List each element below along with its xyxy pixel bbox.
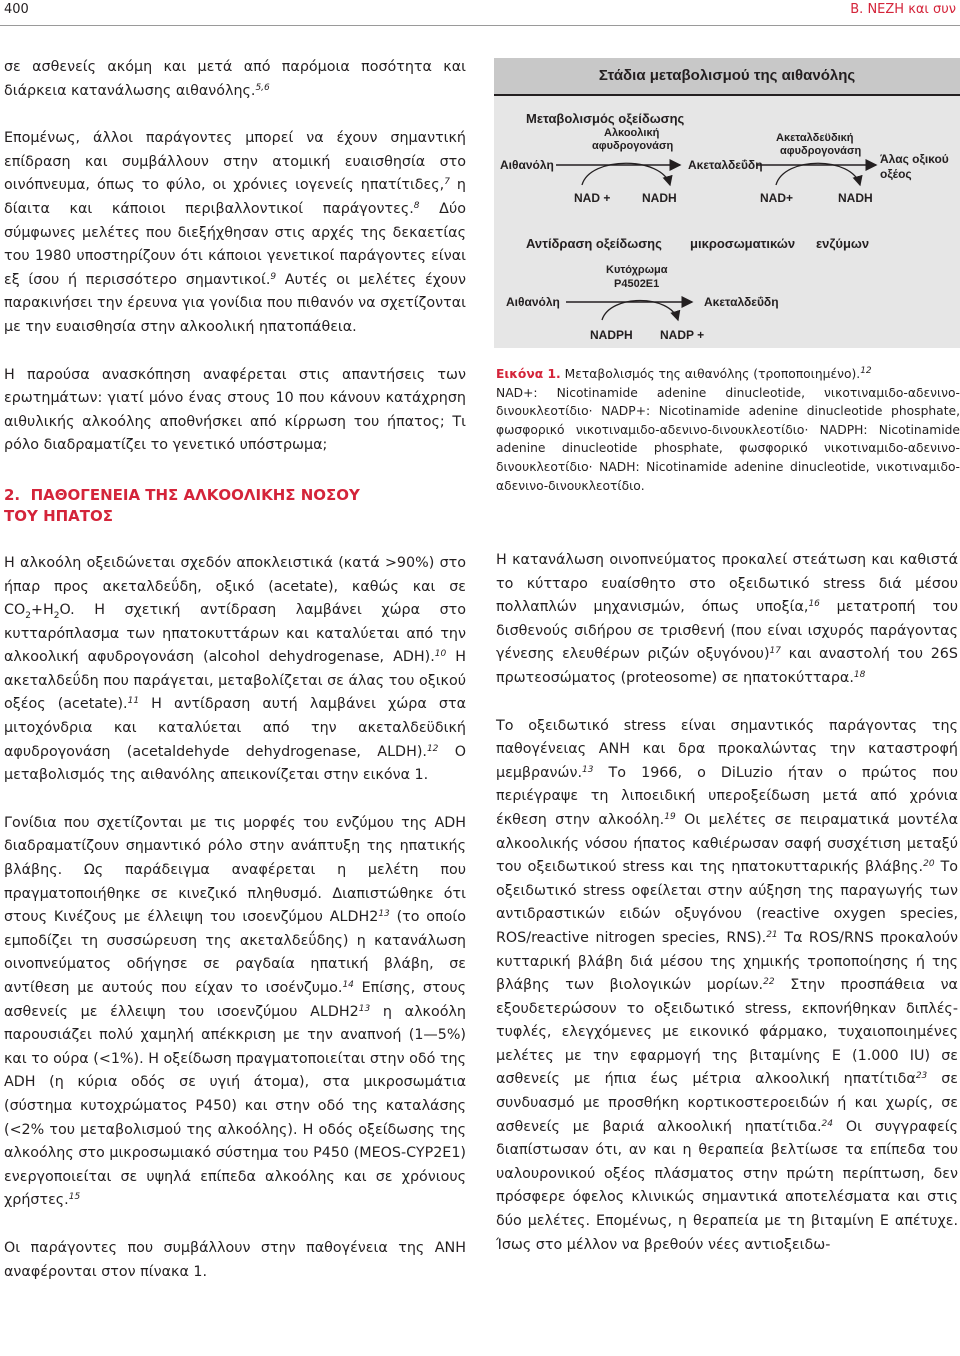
header-rule <box>0 25 960 26</box>
acetaldehyde-label: Ακεταλδεΰδη <box>688 158 763 172</box>
caption-body: NAD+: Nicotinamide adenine dinucleotide, νικοτιναμιδο-αδενινο-δινουκλεοτίδιο· NADP+: Nicotinamide adenine dinucleotide phosphate, φωσφορικό νικοτιναμιδο-αδενινο-δινουκλεοτίδιο· NADPH: Nicotinamide adenine dinucleotide phosphate, φωσφορικό νικοτιναμιδο-αδενινο-δινουκλεοτίδιο· NADH: Nicotinamide adenine dinucleotide, νικοτιναμιδο-αδενινο-δινουκλεοτίδιο. <box>496 385 960 493</box>
nadph-label: NADPH <box>590 328 633 342</box>
cyp-label-2: P4502E1 <box>614 278 660 290</box>
page-header <box>0 0 960 26</box>
adh-label-1: Αλκοολική <box>604 127 660 139</box>
microsomal-heading-3: ενζύμων <box>816 236 870 251</box>
aldh-label-1: Ακεταλδεϋδική <box>776 132 854 144</box>
acetate-label-1: Άλας οξικού <box>880 152 949 166</box>
aldh-label-2: αφυδρογονάση <box>780 145 862 157</box>
microsomal-ethanol-label: Αιθανόλη <box>506 295 560 309</box>
running-head: Β. ΝΕΖΗ και συν <box>850 2 956 17</box>
arrow-nad2-to-nadh2 <box>776 163 860 185</box>
caption-label: Εικόνα 1. <box>496 367 561 381</box>
arrow-nad-to-nadh <box>582 163 670 185</box>
adh-label-2: αφυδρογονάση <box>592 140 674 152</box>
nadh-label-1: NADH <box>642 191 677 205</box>
oxidative-heading: Μεταβολισμός οξείδωσης <box>526 111 685 126</box>
section-heading: 2. ΠΑΘΟΓΕΝΕΙΑ ΤΗΣ ΑΛΚΟΟΛΙΚΗΣ ΝΟΣΟΥ ΤΟΥ ΗΠΑΤΟΣ <box>4 485 360 525</box>
left-paragraph-2: Επομένως, άλλοι παράγοντες μπορεί να έχουν σημαντική επίδραση και συμβάλλουν στην ατομική ευαισθησία στο οινόπνευμα, όπως το φύλο, οι χρόνιες ιογενείς ηπατίτιδες,$^7$ η δίαιτα και κάποιοι περιβαλλοντικοί παράγοντες.$^8$ Δύο σύμφωνες μελέτες που διεξήχθησαν στις αρχές της δεκαετίας του 1980 υποστηρίζουν ότι κάποιοι γενετικοί παράγοντες είναι εξ ίσου ή περισσότερο σημαντικοί.$^9$ Αυτές οι μελέτες έχουν παρακινήσει την έρευνα για γονίδια που πιθανόν να σχετίζονται με την ευαισθησία στην αλκοολική ηπατοπάθεια. <box>4 130 466 335</box>
nadp-label: NADP + <box>660 328 705 342</box>
figure-title: Στάδια μεταβολισμού της αιθανόλης <box>598 67 856 84</box>
acetate-label-2: οξέος <box>880 167 912 181</box>
page-number: 400 <box>4 2 29 17</box>
caption-title: Μεταβολισμός της αιθανόλης (τροποποιημένο). <box>564 367 861 381</box>
left-column <box>4 56 466 1284</box>
figure-ethanol-metabolism <box>494 58 960 348</box>
right-paragraph-2: Το οξειδωτικό stress είναι σημαντικός παράγοντας της παθογένειας ΑΝΗ και δρα προκαλώντας την καταστροφή μεμβρανών.$^{13}$ Το 1966, ο DiLuzio ήταν ο πρώτος που περιέγραψε τη λιποειδική υπεροξείδωση μετά από χρόνια έκθεση στην αλκοόλη.$^{19}$ Οι μελέτες σε πειραματικά μοντέλα αλκοολικής νόσου ήπατος καθιέρωσαν σαφή συσχέτιση μεταξύ του οξειδωτικού stress και της ηπατοκυτταρικής βλάβης.$^{20}$ Το οξειδωτικό stress οφείλεται στην αύξηση της παραγωγής των αντιδραστικών ειδών οξυγόνου (reactive oxygen species, ROS/reactive nitrogen species, RNS).$^{21}$ Τα ROS/RNS προκαλούν κυτταρική βλάβη διά μέσου της χημικής τροποποίησης ή της βλάβης των βιολογικών μορίων.$^{22}$ Στην προσπάθεια να εξουδετερώσουν το οξειδωτικό stress, εκπονήθηκαν διπλές-τυφλές, ελεγχόμενες με εικονικό φάρμακο, τυχαιοποιημένες μελέτες με την εφαρμογή της βιταμίνης Ε (1.000 IU) σε ασθενείς με ήπια έως μέτρια αλκοολική ηπατίτιδα$^{23}$ σε συνδυασμό με προσθήκη κορτικοστεροειδών ή και χωρίς, σε ασθενείς με βαριά αλκοολική ηπατίτιδα.$^{24}$ Οι συγγραφείς διαπίστωσαν ότι, αν και η θεραπεία βελτίωσε τα επίπεδα του υαλουρονικού οξέος πλάσματος στην πρώτη περίπτωση, δεν πρόσφερε όφελος κλινικώς σημαντικά αποτελέσματα και στις δύο μελέτες. Επομένως, η θεραπεία με τη βιταμίνη Ε απέτυχε. Ίσως στο μέλλον να βρεθούν νέες αντιοξειδω- <box>496 717 958 1253</box>
left-paragraph-5: Γονίδια που σχετίζονται με τις μορφές του ενζύμου της ADH διαδραματίζουν σημαντικό ρόλο στην ανάπτυξη της ηπατικής βλάβης. Ως παράδειγμα αναφέρεται η μελέτη που πραγματοποιήθηκε σε κινεζικό πληθυσμό. Διαπιστώθηκε ότι στους Κινέζους με έλλειψη του ισοενζύμου $ALDH2^{13}$ (το οποίο εμποδίζει τη συσσώρευση της ακεταλδεΰδης) η κατανάλωση οινοπνεύματος οδήγησε σε ραγδαία ηπατική βλάβη, σε αντίθεση με αυτούς που είχαν το ισοένζυμο.$^{14}$ Επίσης, στους ασθενείς με έλλειψη του ισοενζύμου $ALDH2^{13}$ η αλκοόλη παρουσιάζει πολύ χαμηλή απέκκριση με την αναπνοή (1—5%) και το ούρα (<1%). Η οξείδωση πραγματοποιείται στην οδό της ADH (η κύρια οδός σε υγιή άτομα), στα μικροσωμάτια (σύστημα κυτοχρώματος P450) και στην οδό της καταλάσης (<2% του μεταβολισμού της αλκοόλης). Η οδός οξείδωσης της αλκοόλης στο μικροσωμιακό σύστημα του P450 (MEOS-CYP2E1) ενεργοποιείται σε υψηλά επίπεδα αλκοόλης και σε χρόνιους χρήστες.$^{15}$ <box>4 814 466 1209</box>
microsomal-acetaldehyde-label: Ακεταλδεΰδη <box>704 295 779 309</box>
left-paragraph-6: Οι παράγοντες που συμβάλλουν στην παθογένεια της ΑΝΗ αναφέρονται στον πίνακα 1. <box>4 1239 466 1280</box>
left-paragraph-4: Η αλκοόλη οξειδώνεται σχεδόν αποκλειστικά (κατά >90%) στο ήπαρ προς ακεταλδεΰδη, οξικό (acetate), καθώς και σε $CO_2+H_2O$. Η σχετική αντίδραση λαμβάνει χώρα στο κυτταρόπλασμα των ηπατοκυττάρων και καταλύεται από την αλκοολική αφυδρογονάση (alcohol dehydrogenase, ADH).$^{10}$ Η ακεταλδεΰδη που παράγεται, μεταβολίζεται σε άλας του οξικού οξέος (acetate).$^{11}$ Η αντίδραση αυτή λαμβάνει χώρα στα μιτοχόνδρια και καταλύεται από την ακεταλδεϋδική αφυδρογονάση (acetaldehyde dehydrogenase, ALDH).$^{12}$ Ο μεταβολισμός της αιθανόλης απεικονίζεται στην εικόνα 1. <box>4 554 467 784</box>
microsomal-heading-2: μικροσωματικών <box>690 236 796 251</box>
ethanol-label: Αιθανόλη <box>500 158 554 172</box>
nad-label-2: NAD+ <box>760 191 794 205</box>
microsomal-heading-1: Αντίδραση οξείδωσης <box>526 236 662 251</box>
left-paragraph-3: Η παρούσα ανασκόπηση αναφέρεται στις απαντήσεις των ερωτημάτων: γιατί μόνο ένας στους 10 που κάνουν κατάχρηση αιθυλικής αλκοόλης αποθνήσκει από κίρρωση του ήπατος; Τι ρόλο διαδραματίζει το γενετικό υπόστρωμα; <box>4 366 466 454</box>
arrow-nadph-to-nadp <box>602 301 678 321</box>
nadh-label-2: NADH <box>838 191 873 205</box>
figure-caption: Εικόνα 1. Μεταβολισμός της αιθανόλης (τροποποιημένο).$^{12}$ NAD+: Nicotinamide adenine dinucleotide, νικοτιναμιδο-αδενινο-δινουκλεοτίδιο· NADP+: Nicotinamide adenine dinucleotide phosphate, φωσφορικό νικοτιναμιδο-αδενινο-δινουκλεοτίδιο· NADPH: Nicotinamide adenine dinucleotide phosphate, φωσφορικό νικοτιναμιδο-αδενινο-δινουκλεοτίδιο· NADH: Nicotinamide adenine dinucleotide, νικοτιναμιδο-αδενινο-δινουκλεοτίδιο. <box>496 366 960 493</box>
right-paragraph-1: Η κατανάλωση οινοπνεύματος προκαλεί στεάτωση και καθιστά το κύτταρο ευαίσθητο στο οξειδωτικό stress διά μέσου πολλαπλών μηχανισμών, όπως υποξία,$^{16}$ μετατροπή του δισθενούς σιδήρου σε τρισθενή (που είναι ισχυρός παράγοντας γένεσης ελευθέρων ριζών οξυγόνου)$^{17}$ και αναστολή του 26S πρωτεοσώματος (proteosome) σε ηπατοκύτταρα.$^{18}$ <box>496 552 959 686</box>
nad-label-1: NAD + <box>574 191 611 205</box>
left-paragraph-1: σε ασθενείς ακόμη και μετά από παρόμοια ποσότητα και διάρκεια κατανάλωσης αιθανόλης.$^{5,6}$ <box>4 59 466 99</box>
cyp-label-1: Κυτόχρωμα <box>606 264 668 276</box>
right-column <box>496 549 958 1257</box>
